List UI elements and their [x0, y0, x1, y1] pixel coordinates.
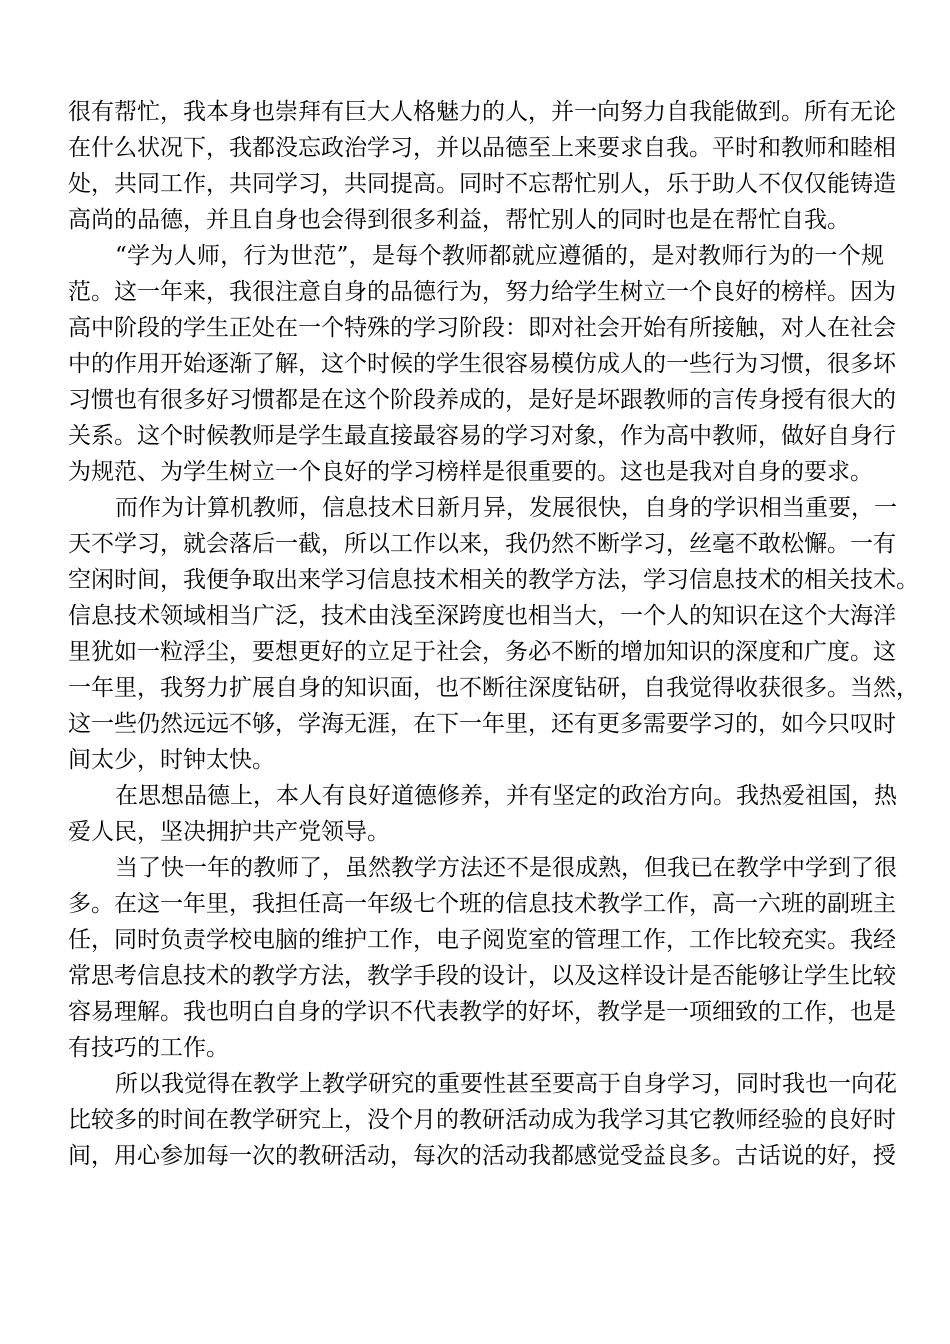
text-line: 处，共同工作，共同学习，共同提高。同时不忘帮忙别人，乐于助人不仅仅能铸造 — [68, 171, 896, 197]
text-line: 所以我觉得在教学上教学研究的重要性甚至要高于自身学习，同时我也一向花 — [115, 1071, 897, 1097]
paragraph-1 — [68, 94, 896, 238]
text-line: 容易理解。我也明白自身的学识不代表教学的好坏，教学是一项细致的工作，也是 — [68, 999, 896, 1025]
paragraph-6 — [68, 1066, 897, 1174]
text-line: 高尚的品德，并且自身也会得到很多利益，帮忙别人的同时也是在帮忙自我。 — [68, 207, 850, 233]
text-line: 信息技术领域相当广泛，技术由浅至深跨度也相当大，一个人的知识在这个大海洋 — [68, 603, 896, 629]
text-line: “学为人师，行为世范”，是每个教师都就应遵循的，是对教师行为的一个规 — [115, 243, 884, 269]
text-line: 空闲时间，我便争取出来学习信息技术相关的教学方法，学习信息技术的相关技术。 — [68, 567, 919, 593]
text-line: 中的作用开始逐渐了解，这个时候的学生很容易模仿成人的一些行为习惯，很多坏 — [68, 351, 896, 377]
text-line: 当了快一年的教师了，虽然教学方法还不是很成熟，但我已在教学中学到了很 — [115, 855, 897, 881]
text-line: 里犹如一粒浮尘，要想更好的立足于社会，务必不断的增加知识的深度和广度。这 — [68, 639, 896, 665]
paragraph-2 — [68, 238, 896, 490]
text-line: 间太少，时钟太快。 — [68, 747, 275, 773]
document-page — [68, 94, 919, 1174]
text-line: 天不学习，就会落后一截，所以工作以来，我仍然不断学习，丝毫不敢松懈。一有 — [68, 531, 896, 557]
text-line: 任，同时负责学校电脑的维护工作，电子阅览室的管理工作，工作比较充实。我经 — [68, 927, 896, 953]
text-line: 比较多的时间在教学研究上，没个月的教研活动成为我学习其它教师经验的良好时 — [68, 1107, 896, 1133]
text-line: 很有帮忙，我本身也崇拜有巨大人格魅力的人，并一向努力自我能做到。所有无论 — [68, 99, 896, 125]
text-line: 有技巧的工作。 — [68, 1035, 229, 1061]
text-line: 为规范、为学生树立一个良好的学习榜样是很重要的。这也是我对自身的要求。 — [68, 459, 873, 485]
text-line: 在什么状况下，我都没忘政治学习，并以品德至上来要求自我。平时和教师和睦相 — [68, 135, 896, 161]
text-line: 多。在这一年里，我担任高一年级七个班的信息技术教学工作，高一六班的副班主 — [68, 891, 896, 917]
paragraph-5 — [68, 850, 897, 1066]
paragraph-4 — [68, 778, 897, 850]
text-line: 范。这一年来，我很注意自身的品德行为，努力给学生树立一个良好的榜样。因为 — [68, 279, 896, 305]
paragraph-3 — [68, 490, 919, 778]
text-line: 爱人民，坚决拥护共产党领导。 — [68, 819, 390, 845]
text-line: 在思想品德上，本人有良好道德修养，并有坚定的政治方向。我热爱祖国，热 — [115, 783, 897, 809]
text-line: 一年里，我努力扩展自身的知识面，也不断往深度钻研，自我觉得收获很多。当然， — [68, 675, 919, 701]
text-line: 习惯也有很多好习惯都是在这个阶段养成的，是好是坏跟教师的言传身授有很大的 — [68, 387, 896, 413]
text-line: 高中阶段的学生正处在一个特殊的学习阶段：即对社会开始有所接触，对人在社会 — [68, 315, 896, 341]
text-line: 而作为计算机教师，信息技术日新月异，发展很快，自身的学识相当重要，一 — [115, 495, 897, 521]
text-line: 常思考信息技术的教学方法，教学手段的设计，以及这样设计是否能够让学生比较 — [68, 963, 896, 989]
text-line: 间，用心参加每一次的教研活动，每次的活动我都感觉受益良多。古话说的好，授 — [68, 1143, 896, 1169]
text-line: 这一些仍然远远不够，学海无涯，在下一年里，还有更多需要学习的，如今只叹时 — [68, 711, 896, 737]
text-line: 关系。这个时候教师是学生最直接最容易的学习对象，作为高中教师，做好自身行 — [68, 423, 896, 449]
